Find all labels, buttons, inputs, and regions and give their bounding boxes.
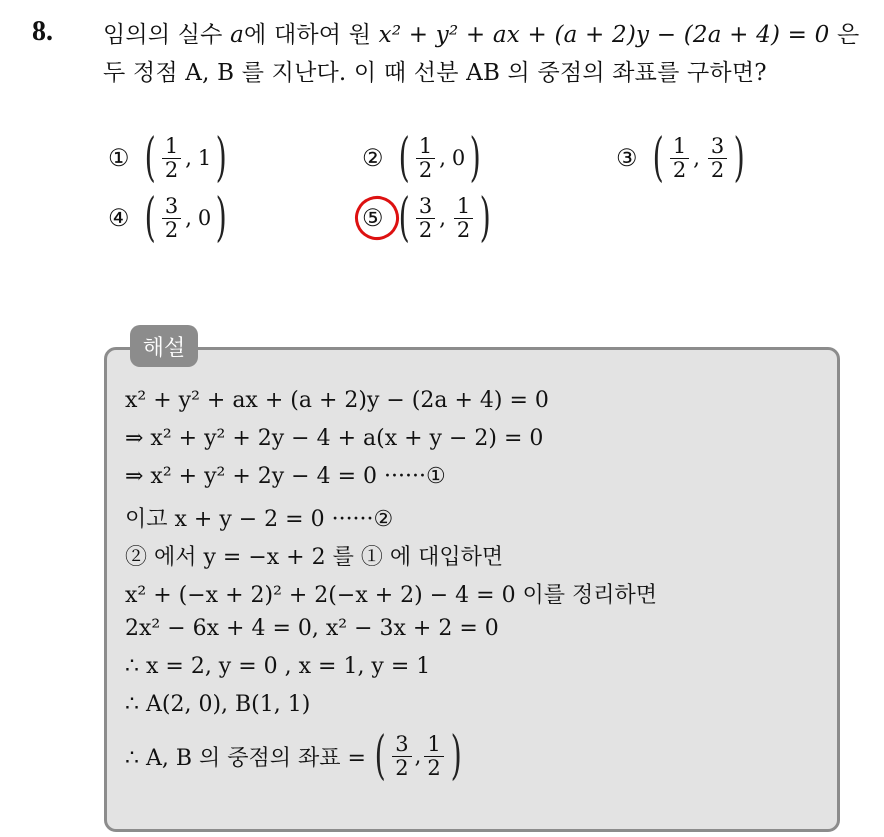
answer-circle-annotation (349, 190, 405, 246)
right-paren: ) (450, 726, 462, 786)
choice-marker: ② (362, 144, 384, 172)
question-text-a: 임의의 실수 (103, 22, 231, 48)
question-number: 8. (32, 16, 53, 47)
choice-value: 1 (197, 146, 212, 170)
fraction: $\frac{3}{2}$ (416, 195, 435, 240)
right-paren: ) (733, 128, 745, 188)
left-paren: ( (144, 128, 156, 188)
final-fraction-1: $\frac{3}{2}$ (392, 733, 411, 778)
choice-marker: ① (108, 144, 130, 172)
choice-marker: ⑤ (362, 204, 384, 232)
fraction: $\frac{1}{2}$ (670, 135, 689, 180)
solution-line-9: ∴ A(2, 0), B(1, 1) (125, 692, 311, 717)
solution-line-3: ⇒ x² + y² + 2y − 4 = 0 ······① (125, 464, 446, 489)
choice-value: 0 (197, 206, 212, 230)
question-variable: a (230, 22, 245, 48)
left-paren: ( (374, 726, 386, 786)
fraction: $\frac{1}{2}$ (162, 135, 181, 180)
fraction: $\frac{1}{2}$ (416, 135, 435, 180)
question-line-1 (103, 16, 859, 49)
final-prefix: ∴ A, B 의 중점의 좌표 = (125, 745, 366, 771)
fraction: $\frac{3}{2}$ (162, 195, 181, 240)
right-paren: ) (479, 188, 491, 248)
left-paren: ( (652, 128, 664, 188)
left-paren: ( (398, 188, 410, 248)
choice-3[interactable]: ③ ( $\frac{1}{2}$ , $\frac{3}{2}$ ) (616, 128, 745, 188)
choice-marker: ③ (616, 144, 638, 172)
choice-5[interactable]: ⑤ ( $\frac{3}{2}$ , $\frac{1}{2}$ ) (362, 192, 496, 244)
solution-line-4: 이고 x + y − 2 = 0 ······② (125, 507, 394, 532)
choice-2[interactable]: ② ( $\frac{1}{2}$ , 0 ) (362, 128, 481, 188)
question-line-2: 두 정점 A, B 를 지난다. 이 때 선분 AB 의 중점의 좌표를 구하면? (103, 60, 767, 86)
right-paren: ) (215, 128, 227, 188)
question-text-b: 에 대하여 원 (244, 22, 379, 48)
solution-line-7: 2x² − 6x + 4 = 0, x² − 3x + 2 = 0 (125, 616, 499, 641)
solution-line-6: x² + (−x + 2)² + 2(−x + 2) − 4 = 0 이를 정리하면 (125, 583, 658, 608)
question-equation: x² + y² + ax + (a + 2)y − (2a + 4) = 0 (378, 22, 830, 48)
solution-line-5: ② 에서 y = −x + 2 를 ① 에 대입하면 (125, 545, 504, 570)
choice-1[interactable]: ① ( $\frac{1}{2}$ , 1 ) (108, 128, 227, 188)
solution-label: 해설 (130, 325, 198, 367)
solution-final-line: ∴ A, B 의 중점의 좌표 = ( $\frac{3}{2}$ , $\frac{1}{2}$ ) (125, 726, 462, 786)
final-fraction-2: $\frac{1}{2}$ (424, 733, 443, 778)
right-paren: ) (469, 128, 481, 188)
fraction-2: $\frac{1}{2}$ (454, 195, 473, 240)
choice-4[interactable]: ④ ( $\frac{3}{2}$ , 0 ) (108, 188, 227, 248)
choice-value: 0 (451, 146, 466, 170)
choice-marker: ④ (108, 204, 130, 232)
left-paren: ( (144, 188, 156, 248)
left-paren: ( (398, 128, 410, 188)
question-text-c: 은 (829, 22, 860, 48)
fraction-2: $\frac{3}{2}$ (708, 135, 727, 180)
solution-line-1: x² + y² + ax + (a + 2)y − (2a + 4) = 0 (125, 388, 549, 413)
solution-line-8: ∴ x = 2, y = 0 , x = 1, y = 1 (125, 654, 431, 679)
right-paren: ) (215, 188, 227, 248)
solution-line-2: ⇒ x² + y² + 2y − 4 + a(x + y − 2) = 0 (125, 426, 544, 451)
